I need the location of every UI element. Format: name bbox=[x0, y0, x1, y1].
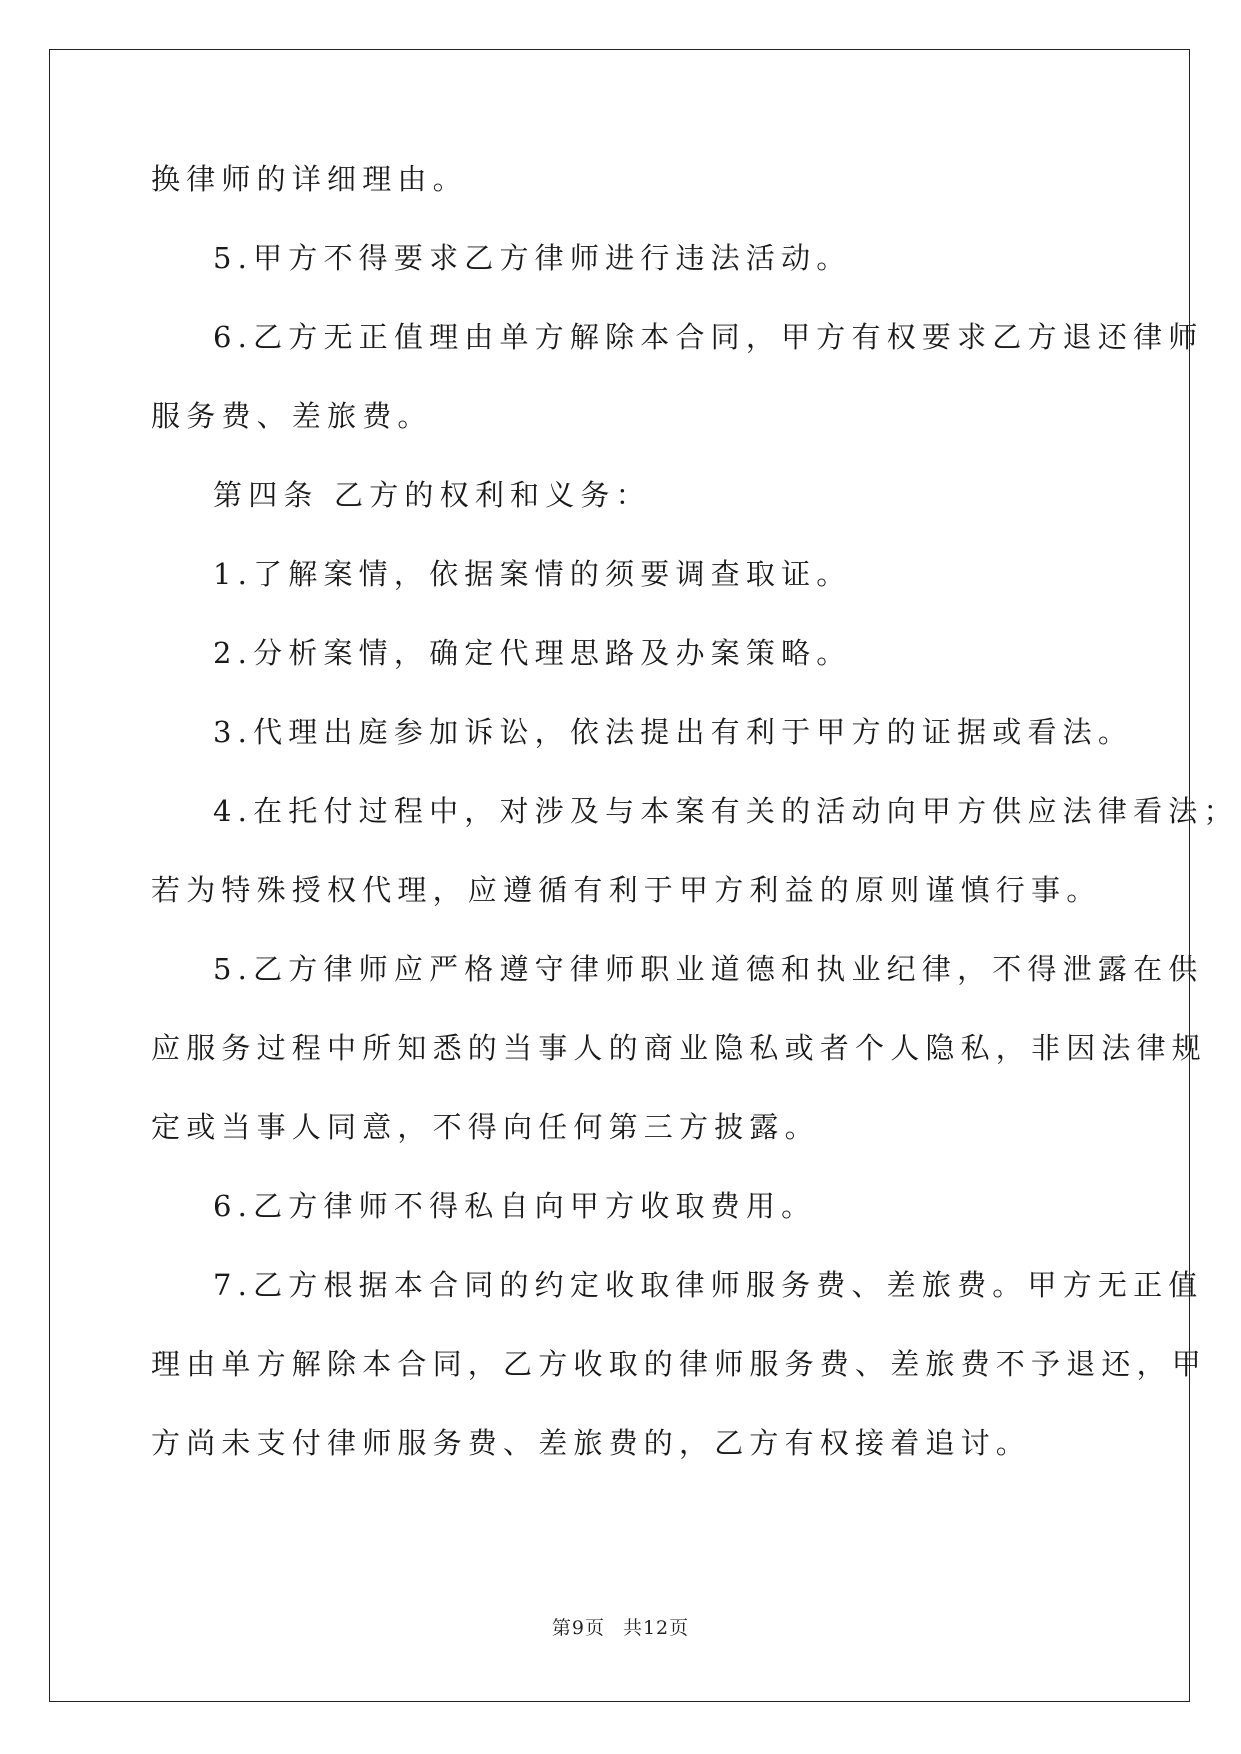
text-line: 换律师的详细理由。 bbox=[151, 162, 468, 196]
text-line: 6.乙方律师不得私自向甲方收取费用。 bbox=[213, 1189, 817, 1223]
text-line: 4.在托付过程中，对涉及与本案有关的活动向甲方供应法律看法； bbox=[213, 794, 1239, 828]
text-line: 3.代理出庭参加诉讼，依法提出有利于甲方的证据或看法。 bbox=[213, 715, 1134, 749]
page-footer bbox=[0, 1616, 1241, 1640]
text-line: 1.了解案情，依据案情的须要调查取证。 bbox=[213, 557, 852, 591]
page-number: 第9页 bbox=[551, 1617, 605, 1639]
text-line: 应服务过程中所知悉的当事人的商业隐私或者个人隐私，非因法律规 bbox=[151, 1031, 1208, 1065]
document-body bbox=[151, 160, 1239, 1503]
text-line: 服务费、差旅费。 bbox=[151, 399, 433, 433]
text-line: 若为特殊授权代理，应遵循有利于甲方利益的原则谨慎行事。 bbox=[151, 873, 1102, 907]
text-line: 理由单方解除本合同，乙方收取的律师服务费、差旅费不予退还，甲 bbox=[151, 1347, 1208, 1381]
text-line: 2.分析案情，确定代理思路及办案策略。 bbox=[213, 636, 852, 670]
page-total: 共12页 bbox=[622, 1617, 690, 1639]
text-line: 方尚未支付律师服务费、差旅费的，乙方有权接着追讨。 bbox=[151, 1426, 1032, 1460]
text-line: 7.乙方根据本合同的约定收取律师服务费、差旅费。甲方无正值 bbox=[213, 1268, 1204, 1302]
text-line: 6.乙方无正值理由单方解除本合同，甲方有权要求乙方退还律师 bbox=[213, 320, 1204, 354]
text-line: 定或当事人同意，不得向任何第三方披露。 bbox=[151, 1110, 820, 1144]
text-line: 5.甲方不得要求乙方律师进行违法活动。 bbox=[213, 241, 852, 275]
section-heading: 第四条 乙方的权利和义务： bbox=[213, 478, 651, 512]
text-line: 5.乙方律师应严格遵守律师职业道德和执业纪律，不得泄露在供 bbox=[213, 952, 1204, 986]
